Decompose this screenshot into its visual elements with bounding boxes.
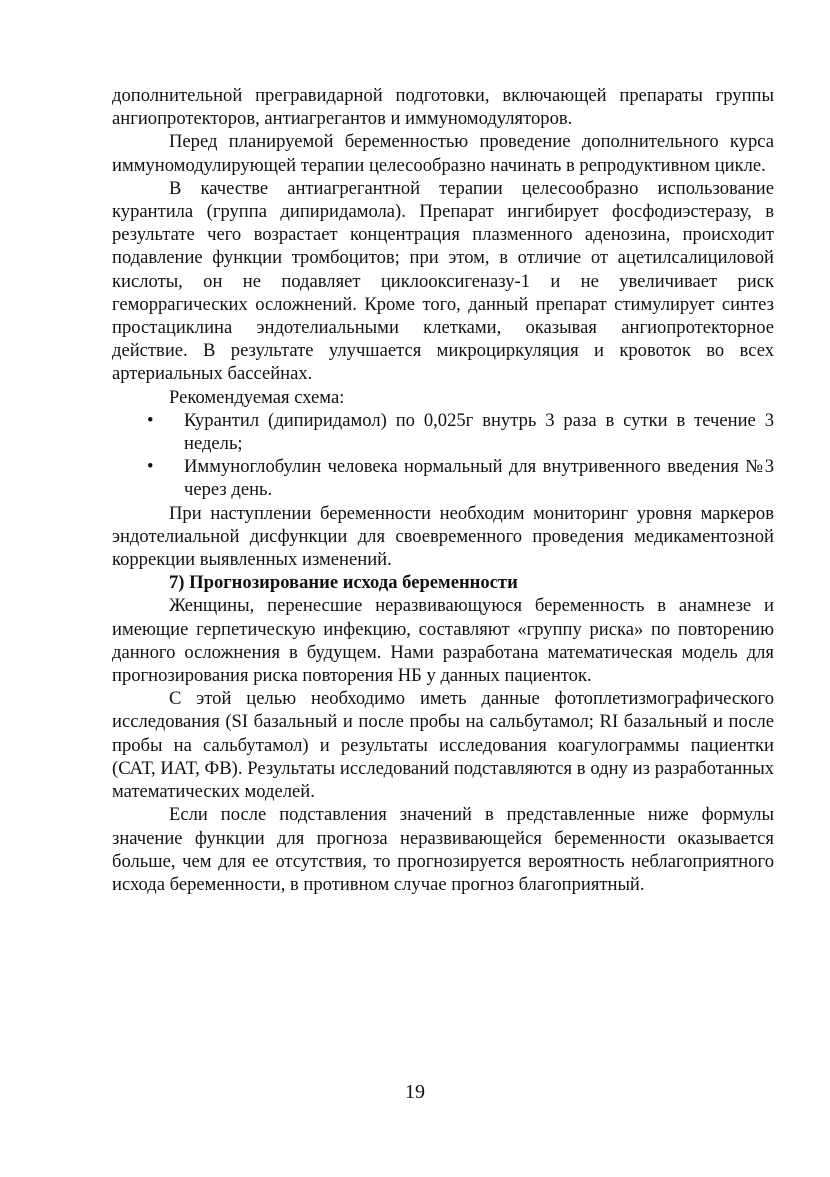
treatment-list bbox=[112, 409, 774, 502]
page-number: 19 bbox=[405, 1081, 425, 1103]
paragraph-prognosis-rule: Если после подставления значений в представленные ниже формулы значение функции для прогноза неразвивающейся беременности оказывается больше, чем для ее отсутствия, то прогнозируется вероятность неблагоприятного исхода беременности, в противном случае прогноз благоприятный. bbox=[112, 804, 774, 895]
paragraph-antiaggregant-therapy: В качестве антиагрегантной терапии целесообразно использование курантила (группа дипиридамола). Препарат ингибирует фосфодиэстеразу, в результате чего возрастает концентрация плазменного аденозина, происходит подавление функции тромбоцитов; при этом, в отличие от ацетилсалициловой кислоты, он не подавляет циклооксигеназу-1 и не увеличивает риск геморрагических осложнений. Кроме того, данный препарат стимулирует синтез простациклина эндотелиальными клетками, оказывая ангиопротекторное действие. В результате улучшается микроциркуляция и кровоток во всех артериальных бассейнах. bbox=[112, 177, 774, 385]
list-item-text: Курантил (дипиридамол) по 0,025г внутрь 3 раза в сутки в течение 3 недель; bbox=[184, 409, 774, 455]
list-item-text: Иммуноглобулин человека нормальный для внутривенного введения №3 через день. bbox=[184, 456, 774, 501]
paragraph-required-data: С этой целью необходимо иметь данные фотоплетизмографического исследования (SI базальный и после пробы на сальбутамол; RI базальный и после пробы на сальбутамол) и результаты исследования коагулограммы пациентки (САТ, ИАТ, ФВ). Результаты исследований подставляются в одну из разработанных математических моделей. bbox=[112, 688, 774, 803]
list-item bbox=[112, 409, 774, 455]
document-page bbox=[112, 84, 774, 896]
list-item bbox=[112, 455, 774, 501]
paragraph-immunomodulating-therapy: Перед планируемой беременностью проведение дополнительного курса иммуномодулирующей терапии целесообразно начинать в репродуктивном цикле. bbox=[112, 131, 774, 176]
section-heading: 7) Прогнозирование исхода беременности bbox=[169, 572, 518, 594]
paragraph-risk-group: Женщины, перенесшие неразвивающуюся беременность в анамнезе и имеющие герпетическую инфекцию, составляют «группу риска» по повторению данного осложнения в будущем. Нами разработана математическая модель для прогнозирования риска повторения НБ у данных пациенток. bbox=[112, 595, 774, 687]
paragraph-monitoring: При наступлении беременности необходим мониторинг уровня маркеров эндотелиальной дисфункции для своевременного проведения медикаментозной коррекции выявленных изменений. bbox=[112, 502, 774, 571]
bullet-icon: • bbox=[147, 456, 154, 478]
bullet-icon: • bbox=[147, 409, 154, 431]
paragraph-recommended-scheme: Рекомендуемая схема: bbox=[169, 386, 345, 408]
paragraph-prep-continuation: дополнительной прегравидарной подготовки, включающей препараты группы ангиопротекторов, антиагрегантов и иммуномодуляторов. bbox=[112, 85, 774, 130]
